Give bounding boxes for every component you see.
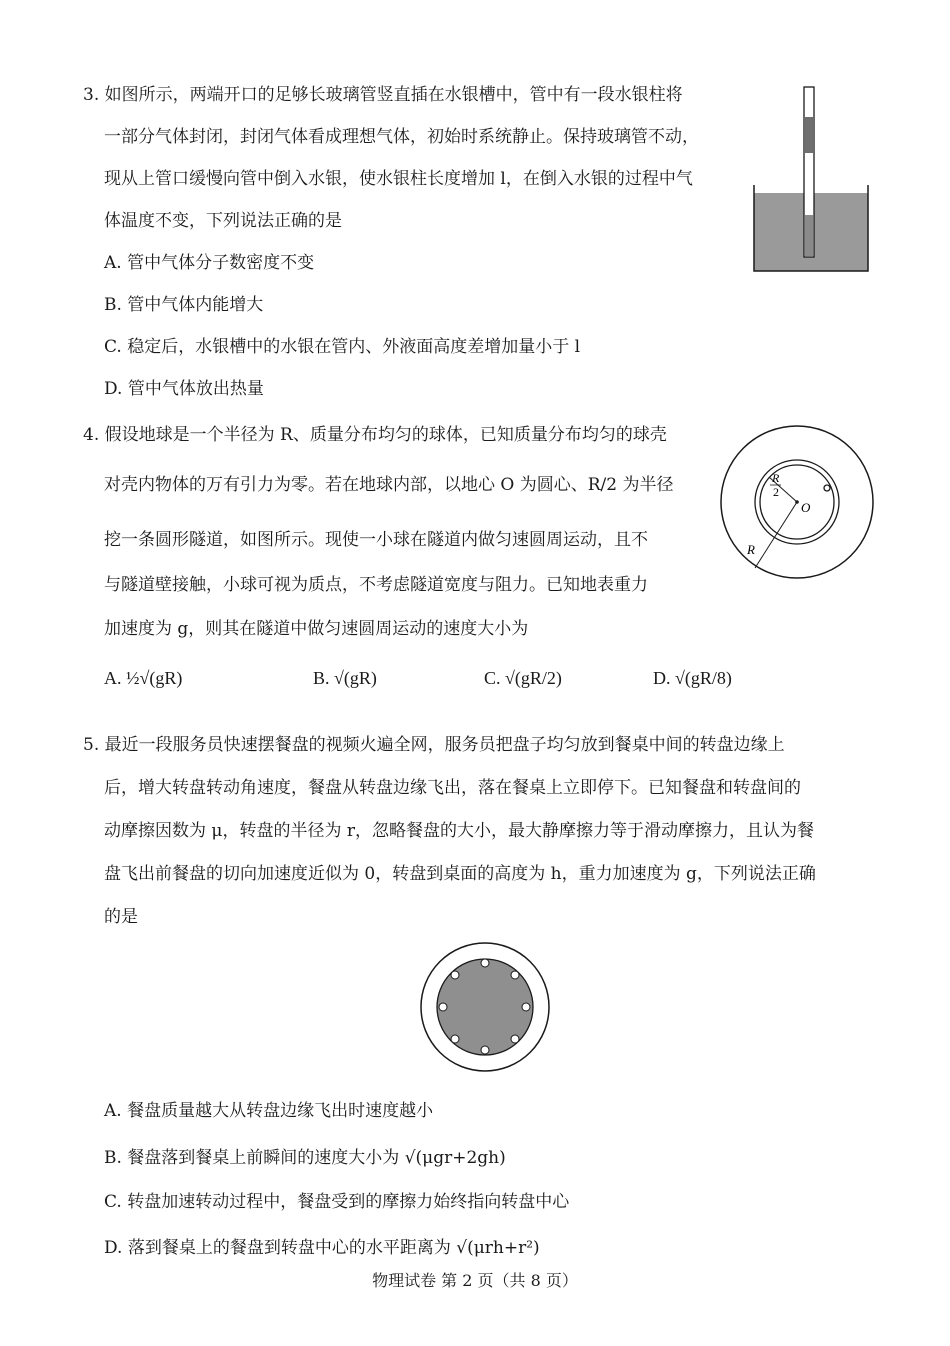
q4-stem-line-4: 与隧道壁接触，小球可视为质点，不考虑隧道宽度与阻力。已知地表重力 <box>104 575 648 595</box>
q3-option-b: B. 管中气体内能增大 <box>104 295 264 315</box>
q3-stem-line-4: 体温度不变，下列说法正确的是 <box>104 211 342 231</box>
plate <box>451 1035 459 1043</box>
q3-stem-line-3: 现从上管口缓慢向管中倒入水银，使水银柱长度增加 l，在倒入水银的过程中气 <box>104 169 693 189</box>
q4-earth-figure <box>717 422 877 582</box>
q4-stem-line-1: 4. 假设地球是一个半径为 R、质量分布均匀的球体，已知质量分布均匀的球壳 <box>83 425 667 445</box>
label-o: O <box>801 500 811 515</box>
q5-stem-line-5: 的是 <box>104 907 138 927</box>
q4-stem-line-5: 加速度为 g，则其在隧道中做匀速圆周运动的速度大小为 <box>104 619 529 639</box>
q4-option-b: B. √(gR) <box>313 668 377 688</box>
plate <box>451 971 459 979</box>
q5-option-a: A. 餐盘质量越大从转盘边缘飞出时速度越小 <box>104 1101 434 1121</box>
page-footer: 物理试卷 第 2 页（共 8 页） <box>372 1271 578 1290</box>
q5-stem-line-4: 盘飞出前餐盘的切向加速度近似为 0，转盘到桌面的高度为 h，重力加速度为 g，下列说法正确 <box>104 864 816 884</box>
q4-stem-line-2: 对壳内物体的万有引力为零。若在地球内部，以地心 O 为圆心、R/2 为半径 <box>104 475 674 495</box>
q4-option-a: A. ½√(gR) <box>104 668 183 688</box>
q4-stem-line-3: 挖一条圆形隧道，如图所示。现使一小球在隧道内做匀速圆周运动，且不 <box>104 530 648 550</box>
q3-stem-line-2: 一部分气体封闭，封闭气体看成理想气体，初始时系统静止。保持玻璃管不动， <box>104 127 699 147</box>
q5-stem-line-2: 后，增大转盘转动角速度，餐盘从转盘边缘飞出，落在餐桌上立即停下。已知餐盘和转盘间的 <box>104 778 801 798</box>
label-r: R <box>747 542 755 557</box>
plate <box>439 1003 447 1011</box>
q3-tube-figure <box>752 85 872 275</box>
q5-stem-line-3: 动摩擦因数为 μ，转盘的半径为 r，忽略餐盘的大小，最大静摩擦力等于滑动摩擦力，且认为餐 <box>104 821 814 841</box>
plate <box>511 971 519 979</box>
plate <box>522 1003 530 1011</box>
mercury-column <box>805 117 813 153</box>
q5-option-d: D. 落到餐桌上的餐盘到转盘中心的水平距离为 √(μrh+r²) <box>104 1238 540 1258</box>
tube-inner-mercury <box>805 215 813 256</box>
q4-option-c: C. √(gR/2) <box>484 668 562 688</box>
q3-stem-line-1: 3. 如图所示，两端开口的足够长玻璃管竖直插在水银槽中，管中有一段水银柱将 <box>83 85 683 105</box>
plate <box>511 1035 519 1043</box>
q5-option-b: B. 餐盘落到餐桌上前瞬间的速度大小为 √(μgr+2gh) <box>104 1148 506 1168</box>
label-r2-num: R <box>772 471 780 485</box>
plate <box>481 1046 489 1054</box>
q3-option-c: C. 稳定后，水银槽中的水银在管内、外液面高度差增加量小于 l <box>104 337 581 357</box>
q5-stem-line-1: 5. 最近一段服务员快速摆餐盘的视频火遍全网，服务员把盘子均匀放到餐桌中间的转盘边缘上 <box>83 735 785 755</box>
q3-option-d: D. 管中气体放出热量 <box>104 379 264 399</box>
small-ball <box>824 485 830 491</box>
center-dot <box>795 500 799 504</box>
q5-option-c: C. 转盘加速转动过程中，餐盘受到的摩擦力始终指向转盘中心 <box>104 1192 570 1212</box>
plate <box>481 959 489 967</box>
q5-turntable-figure <box>418 940 552 1074</box>
label-r2-den: 2 <box>773 485 779 499</box>
q4-option-d: D. √(gR/8) <box>653 668 732 688</box>
q3-option-a: A. 管中气体分子数密度不变 <box>104 253 315 273</box>
